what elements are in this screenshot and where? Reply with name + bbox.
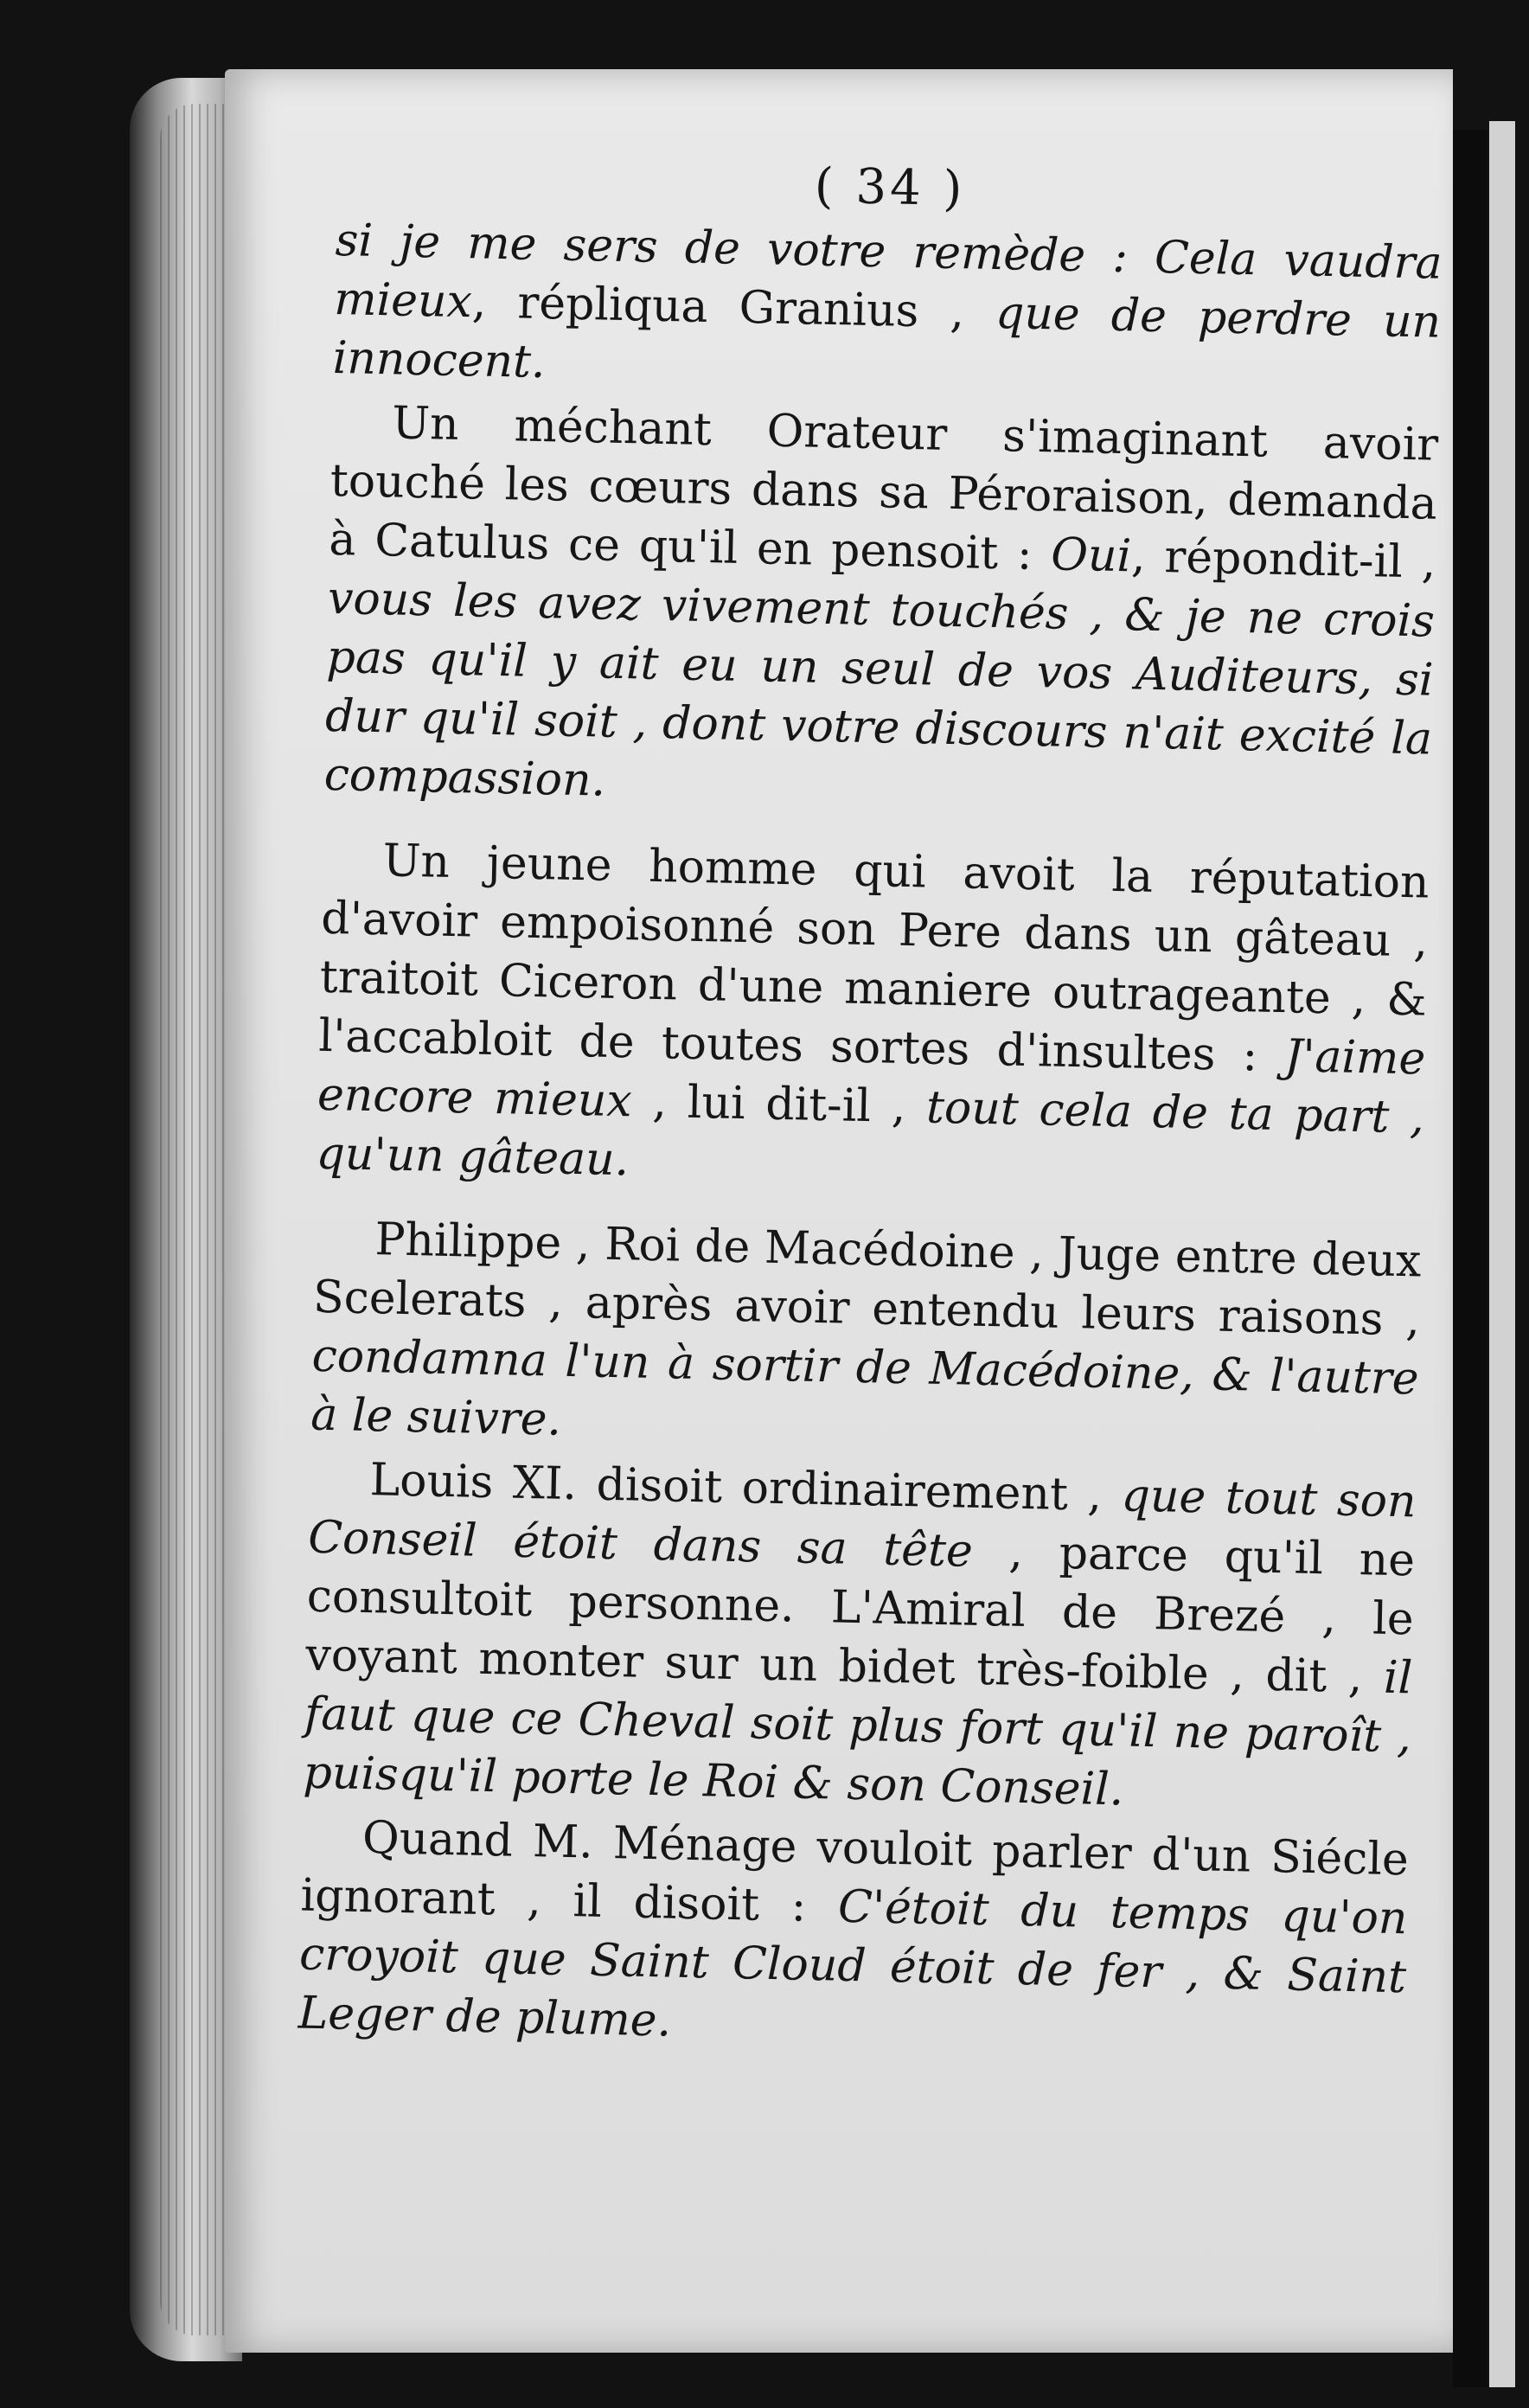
paragraph-1: [332, 211, 1443, 411]
page-edges: [160, 104, 229, 2335]
text-segment: Quand M. Ménage vouloit parler d'un Siécle ignorant , il disoit :: [300, 1812, 1410, 1933]
text-segment: , répliqua Granius ,: [471, 276, 996, 339]
text-segment: C'étoit du temps qu'on croyoit que Saint Cloud étoit de fer , & Saint Leger de plume.: [297, 1880, 1409, 2047]
page-number: ( 34 ): [814, 157, 967, 218]
text-segment: tout cela de ta part , qu'un gâteau.: [315, 1081, 1425, 1187]
paragraph-4: [310, 1209, 1422, 1468]
text-segment: si je me sers de votre remède : Cela vaudra mieux: [333, 214, 1443, 329]
text-segment: J'aime encore mieux: [317, 1030, 1426, 1128]
text-segment: Un jeune homme qui avoit la réputation d'avoir empoisonné son Pere dans un gâteau , traitoit Ciceron d'une maniere outrageante , & l'accabloit de toutes sortes d'insultes :: [317, 835, 1430, 1083]
paragraph-6: [297, 1808, 1409, 2066]
text-segment: que de perdre un innocent.: [332, 286, 1442, 389]
text-segment: Louis XI. disoit ordinairement ,: [369, 1454, 1123, 1522]
facing-page-edge: [1489, 121, 1515, 2387]
text-segment: vous les avez vivement touchés , & je ne crois pas qu'il y ait eu un seul de vos Auditeurs, si dur qu'il soit , dont votre discours n'ait excité la compassion.: [323, 572, 1436, 807]
text-segment: Oui: [1050, 528, 1132, 583]
paragraph-5: [303, 1450, 1417, 1826]
page-text: [297, 147, 1444, 2071]
text-segment: Philippe , Roi de Macédoine , Juge entre deux Scelerats , après avoir entendu leurs raisons ,: [312, 1214, 1422, 1347]
text-segment: , lui dit-il ,: [631, 1075, 927, 1134]
text-segment: il faut que ce Cheval soit plus fort qu'il ne paroît , puisqu'il porte le Roi & son Conseil.: [302, 1651, 1413, 1816]
text-segment: Un méchant Orateur s'imaginant avoir touché les cœurs dans sa Péroraison, demanda à Catulus ce qu'il en pensoit :: [328, 397, 1439, 581]
text-segment: condamna l'un à sortir de Macédoine, & l'autre à le suivre.: [310, 1329, 1420, 1446]
paragraph-3: [316, 830, 1430, 1207]
text-segment: , répondit-il ,: [1130, 530, 1436, 589]
paragraph-2: [323, 393, 1439, 828]
text-segment: , parce qu'il ne consultoit personne. L'Amiral de Brezé , le voyant monter sur un bidet très-foible , dit ,: [304, 1525, 1416, 1704]
gutter-shadow: [1453, 130, 1487, 2387]
text-segment: que tout son Conseil étoit dans sa tête: [307, 1470, 1417, 1578]
